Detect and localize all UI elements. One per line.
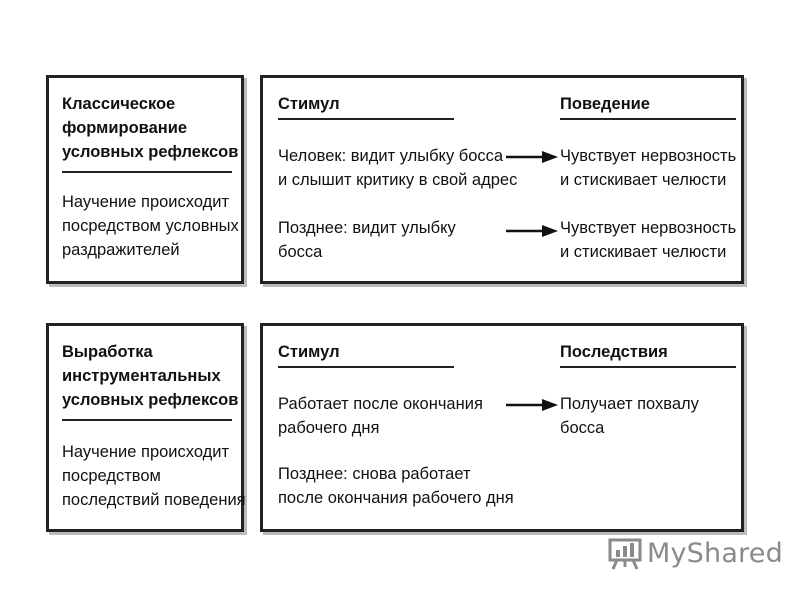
panel1-desc-line3: раздражителей [62,241,180,259]
panel1-behavior-header: Поведение [560,95,650,113]
watermark [607,536,783,570]
panel2-stimulus-underline [278,366,454,368]
panel1-title-divider [62,171,232,173]
panel1-row1-result-line1: Чувствует нервозность [560,147,737,165]
panel1-behavior-underline [560,118,736,120]
panel1-stimulus-underline [278,118,454,120]
panel1-desc-line1: Научение происходит [62,193,230,211]
panel2-row1-stimulus-line2: рабочего дня [278,419,380,437]
panel2-title-line1: Выработка [62,343,153,361]
panel2-row1-result-line2: босса [560,419,605,437]
panel2-row1-stimulus-line1: Работает после окончания [278,395,483,413]
panel2-desc-line2: посредством [62,467,161,485]
panel2-row1-arrow-icon [506,398,558,412]
panel2-title-line2: инструментальных [62,367,221,385]
watermark-text: MyShared [647,537,783,569]
panel2-desc-line1: Научение происходит [62,443,230,461]
panel1-row1-stimulus-line2: и слышит критику в свой адрес [278,171,518,189]
panel2-row2-stimulus-line1: Позднее: снова работает [278,465,471,483]
panel1-row1-stimulus-line1: Человек: видит улыбку босса [278,147,504,165]
panel2-desc-line3: последствий поведения [62,491,246,509]
panel1-row2-arrow-icon [506,224,558,238]
panel1-row1-arrow-icon [506,150,558,164]
panel1-title-line2: формирование [62,119,188,137]
presentation-board-icon [607,536,643,570]
panel2-row2-stimulus-line2: после окончания рабочего дня [278,489,514,507]
panel2-title-divider [62,419,232,421]
panel1-row2-result-line1: Чувствует нервозность [560,219,737,237]
panel1-stimulus-header: Стимул [278,95,340,113]
panel1-row2-result-line2: и стискивает челюсти [560,243,727,261]
panel1-desc-line2: посредством условных [62,217,239,235]
panel2-consequences-header: Последствия [560,343,668,361]
panel1-title-line3: условных рефлексов [62,143,239,161]
panel2-title-line3: условных рефлексов [62,391,239,409]
panel1-row2-stimulus-line2: босса [278,243,323,261]
panel1-row1-result-line2: и стискивает челюсти [560,171,727,189]
panel1-row2-stimulus-line1: Позднее: видит улыбку [278,219,456,237]
panel1-title-line1: Классическое [62,95,176,113]
panel2-consequences-underline [560,366,736,368]
panel2-stimulus-header: Стимул [278,343,340,361]
panel2-row1-result-line1: Получает похвалу [560,395,699,413]
